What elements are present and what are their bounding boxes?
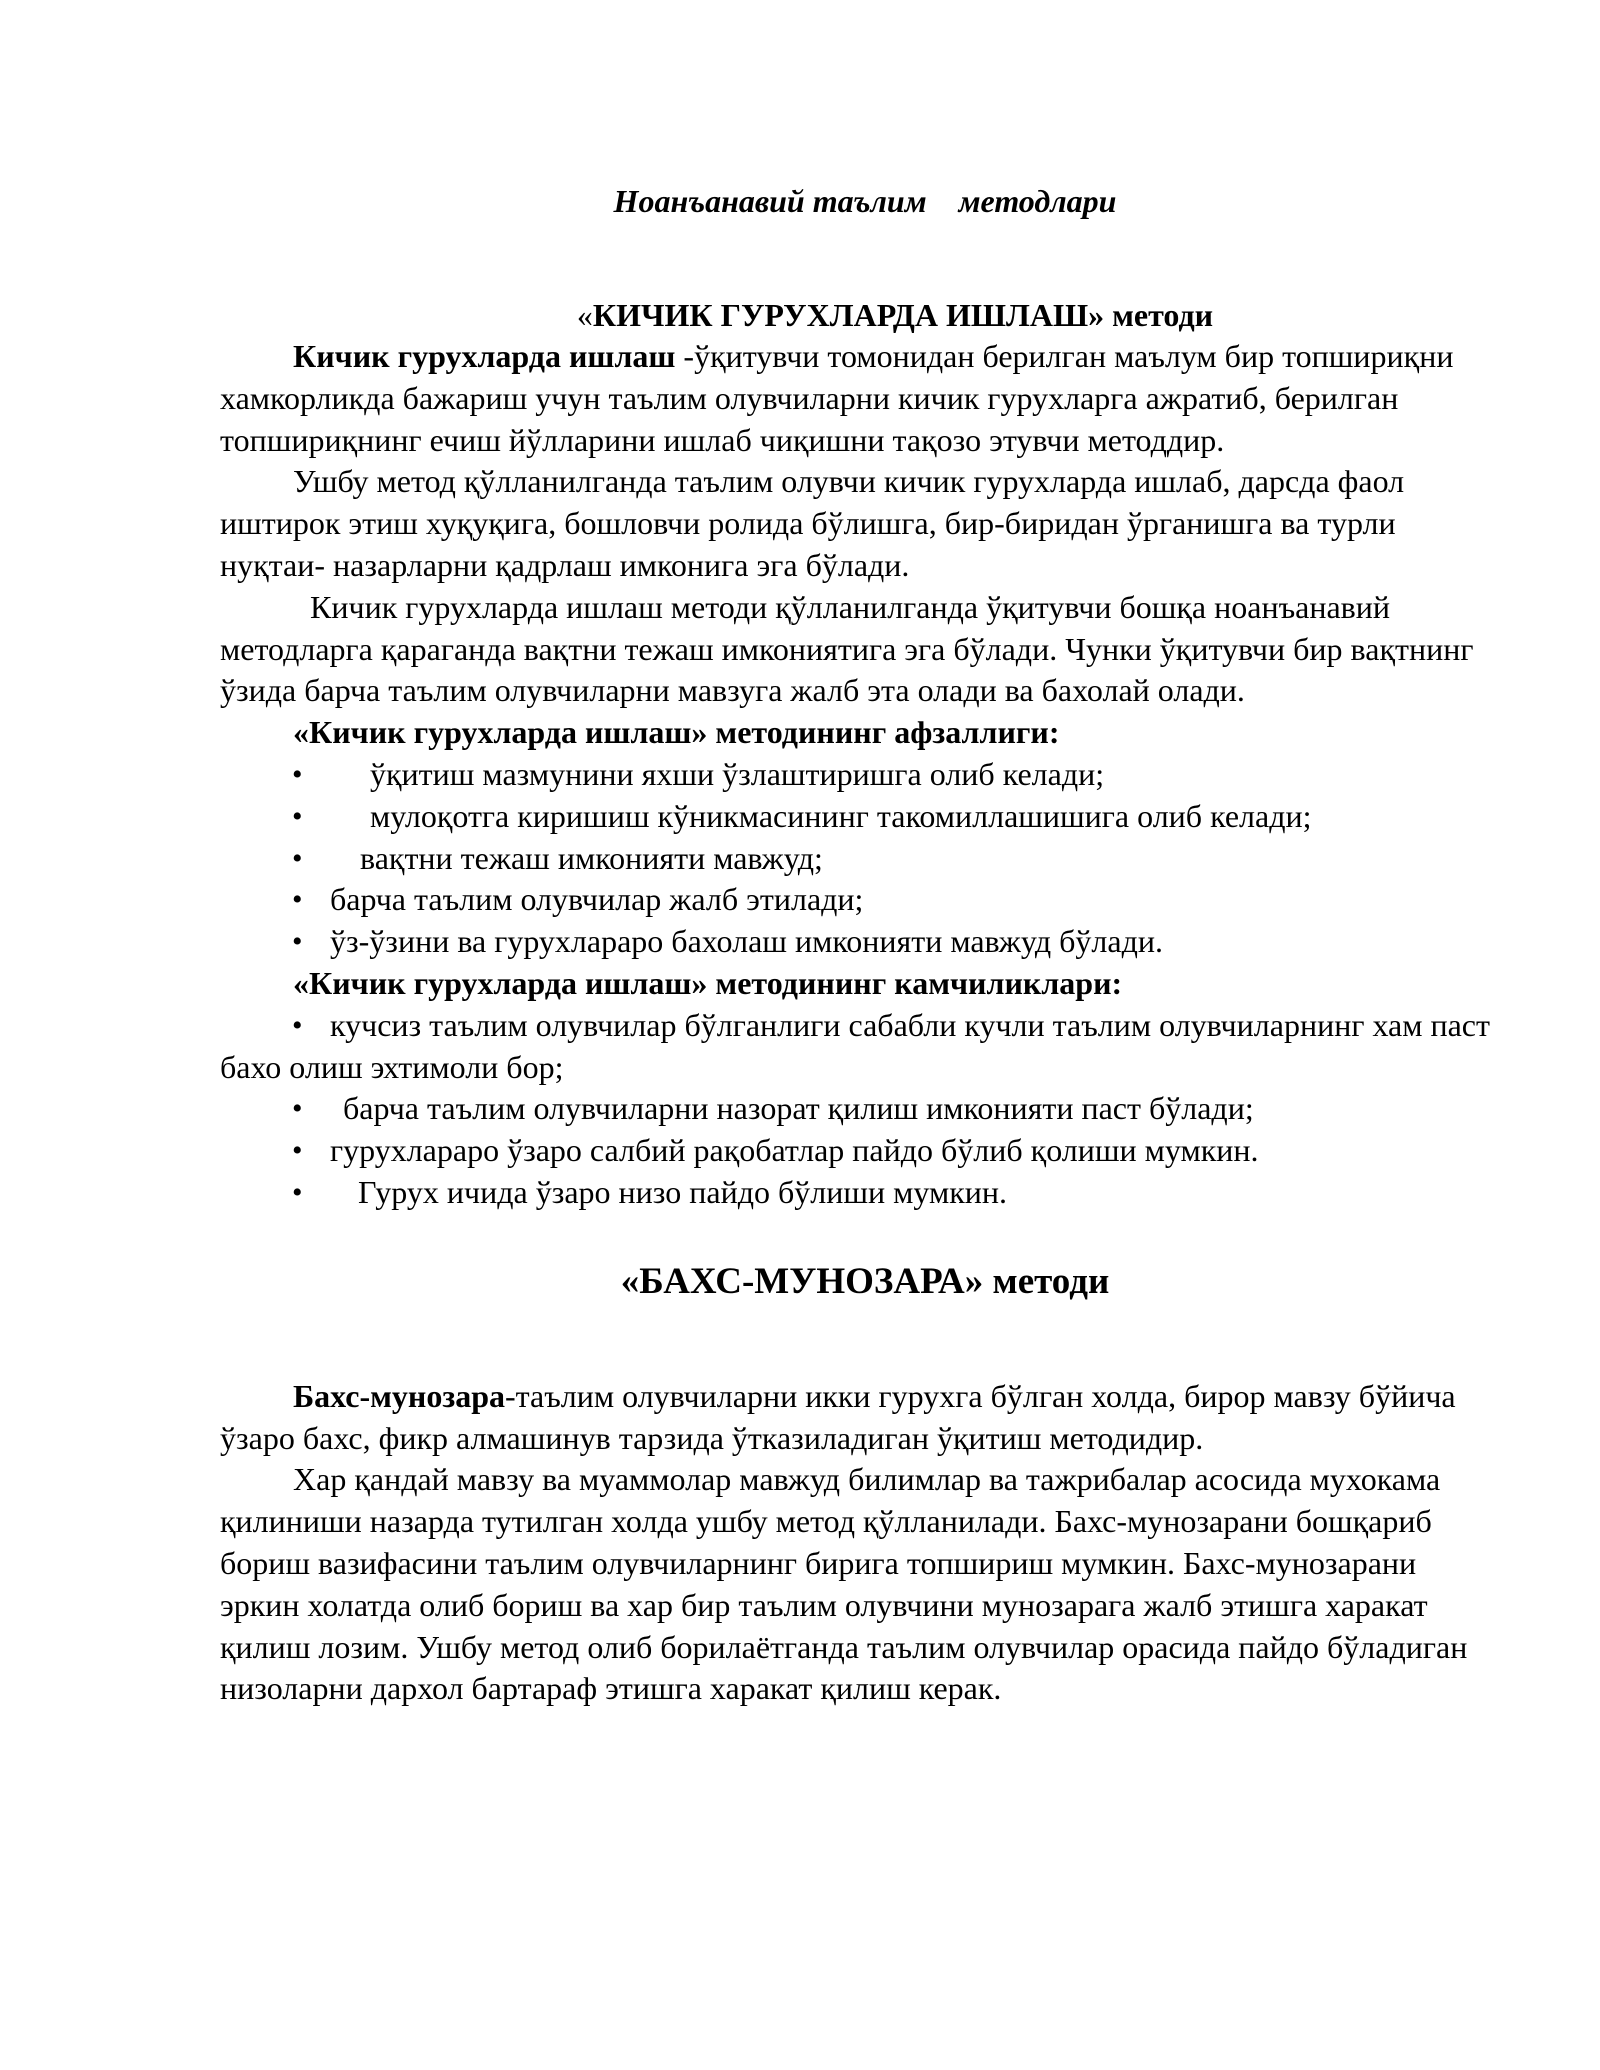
list-item: • гурухлараро ўзаро салбий рақобатлар пайдо бўлиб қолиши мумкин. <box>220 1130 1490 1172</box>
list-item: • барча таълим олувчиларни назорат қилиш имконияти паст бўлади; <box>220 1088 1490 1130</box>
section1-title <box>220 294 1490 336</box>
section2-intro-paragraph <box>220 1376 1490 1460</box>
section2-title: «БАХС-МУНОЗАРА» методи <box>620 1260 1110 1302</box>
advantages-list <box>220 754 1490 963</box>
advantages-heading: «Кичик гурухларда ишлаш» методининг афзаллиги: <box>293 714 1060 751</box>
list-item: • барча таълим олувчилар жалб этилади; <box>220 879 1490 921</box>
section1-paragraph-3: Кичик гурухларда ишлаш методи қўлланилганда ўқитувчи бошқа ноанъанавий методларга қараганда вақтни тежаш имкониятига эга бўлади. Чунки ўқитувчи бир вақтнинг ўзида барча таълим олувчиларни мавзуга жалб эта олади ва бахолай олади. <box>220 588 1474 709</box>
section2-intro-term: Бахс-мунозара <box>293 1377 505 1414</box>
section1-intro-text: -ўқитувчи томонидан берилган маълум бир топшириқни хамкорликда бажариш учун таълим олувчиларни кичик гурухларга ажратиб, берилган топшириқнинг ечиш йўлларини ишлаб чиқишни тақозо этувчи методдир. <box>220 338 1454 458</box>
bullet-icon: • <box>292 883 303 917</box>
section1-title-quote: « <box>576 297 593 333</box>
bullet-icon: • <box>292 925 303 959</box>
bullet-icon: • <box>292 799 303 833</box>
section1-paragraph-2: Ушбу метод қўлланилганда таълим олувчи кичик гурухларда ишлаб, дарсда фаол иштирок этиш хуқуқига, бошловчи ролида бўлишга, бир-биридан ўрганишга ва турли нуқтаи- назарларни қадрлаш имконига эга бўлади. <box>220 463 1405 583</box>
bullet-icon: • <box>292 1134 303 1168</box>
list-item: • Гурух ичида ўзаро низо пайдо бўлиши мумкин. <box>220 1172 1490 1214</box>
section1-title-text: КИЧИК ГУРУХЛАРДА ИШЛАШ» методи <box>592 297 1214 333</box>
bullet-icon: • <box>292 841 303 875</box>
section2-paragraph-2: Хар қандай мавзу ва муаммолар мавжуд билимлар ва тажрибалар асосида мухокама қилиниши назарда тутилган холда ушбу метод қўлланилади. Бахс-мунозарани бошқариб бориш вазифасини таълим олувчиларнинг бирига топшириш мумкин. Бахс-мунозарани эркин холатда олиб бориш ва хар бир таълим олувчини мунозарага жалб этишга харакат қилиш лозим. Ушбу метод олиб борилаётганда таълим олувчилар орасида пайдо бўладиган низоларни дархол бартараф этишга харакат қилиш керак. <box>220 1461 1468 1707</box>
section2-intro-text: -таълим олувчиларни икки гурухга бўлган холда, бирор мавзу бўйича ўзаро бахс, фикр алмашинув тарзида ўтказиладиган ўқитиш методидир. <box>220 1377 1456 1456</box>
disadvantages-heading: «Кичик гурухларда ишлаш» методининг камчиликлари: <box>293 964 1123 1001</box>
document-page <box>220 180 1490 1710</box>
document-title: Ноанъанавий таълим методлари <box>613 183 1117 219</box>
bullet-icon: • <box>292 757 303 791</box>
list-item: • ўқитиш мазмунини яхши ўзлаштиришга олиб келади; <box>220 754 1490 796</box>
list-item: • кучсиз таълим олувчилар бўлганлиги сабабли кучли таълим олувчиларнинг хам паст бахо олиш эхтимоли бор; <box>220 1006 1490 1085</box>
disadvantages-list <box>220 1005 1490 1214</box>
bullet-icon: • <box>292 1175 303 1209</box>
list-item: • вақтни тежаш имконияти мавжуд; <box>220 838 1490 880</box>
section1-intro-paragraph <box>220 336 1490 461</box>
bullet-icon: • <box>292 1092 303 1126</box>
list-item: • ўз-ўзини ва гурухлараро бахолаш имконияти мавжуд бўлади. <box>220 921 1490 963</box>
bullet-icon: • <box>292 1008 303 1042</box>
section1-intro-term: Кичик гурухларда ишлаш <box>293 338 676 374</box>
list-item: • мулоқотга киришиш кўникмасининг такомиллашишига олиб келади; <box>220 796 1490 838</box>
